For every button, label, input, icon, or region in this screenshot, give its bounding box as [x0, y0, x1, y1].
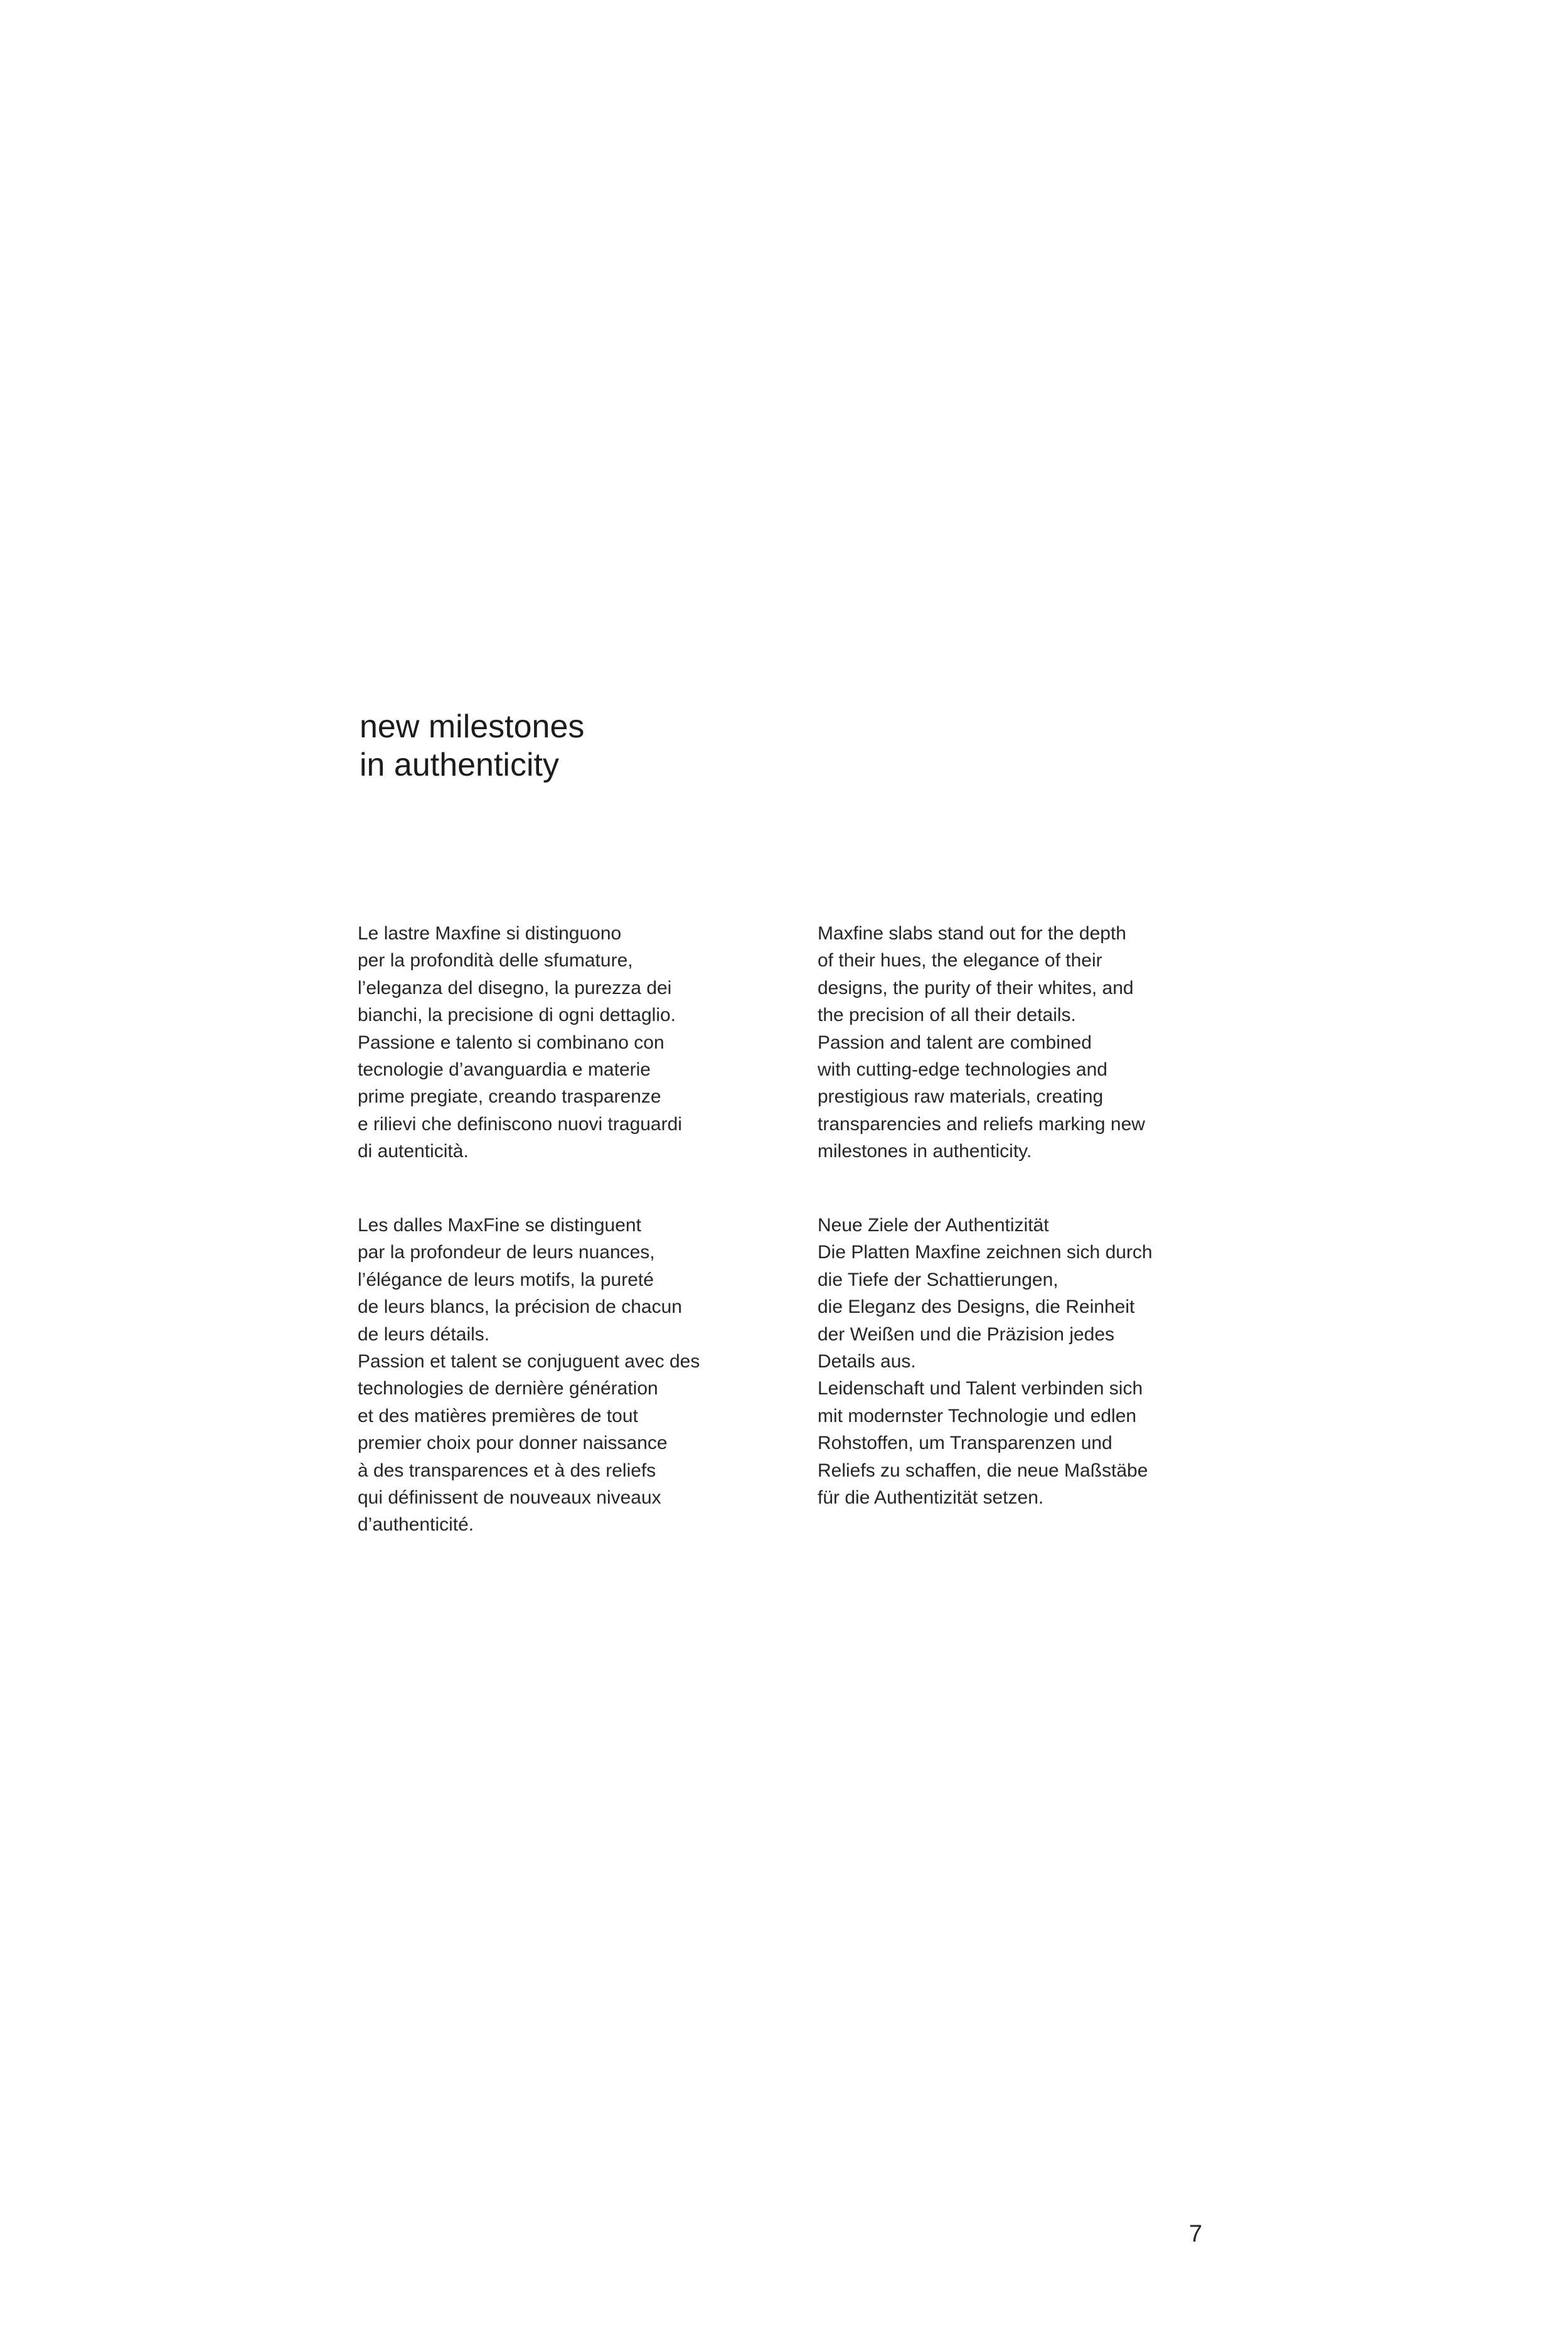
text-line: de leurs blancs, la précision de chacun [358, 1296, 682, 1318]
text-line: of their hues, the elegance of their [818, 950, 1102, 971]
text-line: di autenticità. [358, 1141, 469, 1162]
text-line: de leurs détails. [358, 1323, 490, 1345]
page-title [360, 708, 861, 784]
text-line: l’élégance de leurs motifs, la pureté [358, 1269, 654, 1290]
title-line: in authenticity [360, 747, 559, 783]
french-paragraph [358, 1212, 791, 1539]
text-line: per la profondità delle sfumature, [358, 950, 633, 971]
text-line: Reliefs zu schaffen, die neue Maßstäbe [818, 1460, 1148, 1481]
text-line: par la profondeur de leurs nuances, [358, 1242, 655, 1263]
text-line: with cutting-edge technologies and [818, 1059, 1107, 1081]
page-number: 7 [1189, 2221, 1203, 2247]
text-line: bianchi, la precisione di ogni dettaglio. [358, 1005, 676, 1026]
text-line: Leidenschaft und Talent verbinden sich [818, 1378, 1143, 1399]
german-paragraph [818, 1212, 1251, 1511]
text-line: Le lastre Maxfine si distinguono [358, 923, 622, 944]
text-line: designs, the purity of their whites, and [818, 977, 1134, 998]
text-line: Passione e talento si combinano con [358, 1032, 664, 1053]
text-line: the precision of all their details. [818, 1005, 1076, 1026]
text-line: tecnologie d’avanguardia e materie [358, 1059, 651, 1081]
title-line: new milestones [360, 708, 585, 745]
text-line: die Tiefe der Schattierungen, [818, 1269, 1059, 1290]
text-line: prestigious raw materials, creating [818, 1086, 1104, 1108]
text-line: der Weißen und die Präzision jedes [818, 1323, 1115, 1345]
text-line: Passion et talent se conjuguent avec des [358, 1351, 700, 1372]
text-line: e rilievi che definiscono nuovi traguardi [358, 1113, 682, 1135]
text-line: prime pregiate, creando trasparenze [358, 1086, 661, 1108]
text-line: Neue Ziele der Authentizität [818, 1215, 1049, 1236]
text-line: à des transparences et à des reliefs [358, 1460, 656, 1481]
text-line: d’authenticité. [358, 1514, 474, 1536]
text-line: für die Authentizität setzen. [818, 1487, 1044, 1509]
text-line: milestones in authenticity. [818, 1141, 1032, 1162]
text-line: technologies de dernière génération [358, 1378, 658, 1399]
text-line: Maxfine slabs stand out for the depth [818, 923, 1126, 944]
text-line: et des matières premières de tout [358, 1405, 638, 1426]
text-line: qui définissent de nouveaux niveaux [358, 1487, 661, 1509]
text-line: Les dalles MaxFine se distinguent [358, 1215, 641, 1236]
text-line: transparencies and reliefs marking new [818, 1113, 1145, 1135]
text-line: Rohstoffen, um Transparenzen und [818, 1433, 1112, 1454]
text-line: mit modernster Technologie und edlen [818, 1405, 1137, 1426]
text-line: die Eleganz des Designs, die Reinheit [818, 1296, 1135, 1318]
text-line: Die Platten Maxfine zeichnen sich durch [818, 1242, 1153, 1263]
text-line: premier choix pour donner naissance [358, 1433, 668, 1454]
english-paragraph [818, 920, 1251, 1165]
text-line: Details aus. [818, 1351, 916, 1372]
italian-paragraph [358, 920, 791, 1165]
text-line: l’eleganza del disegno, la purezza dei [358, 977, 672, 998]
text-line: Passion and talent are combined [818, 1032, 1092, 1053]
